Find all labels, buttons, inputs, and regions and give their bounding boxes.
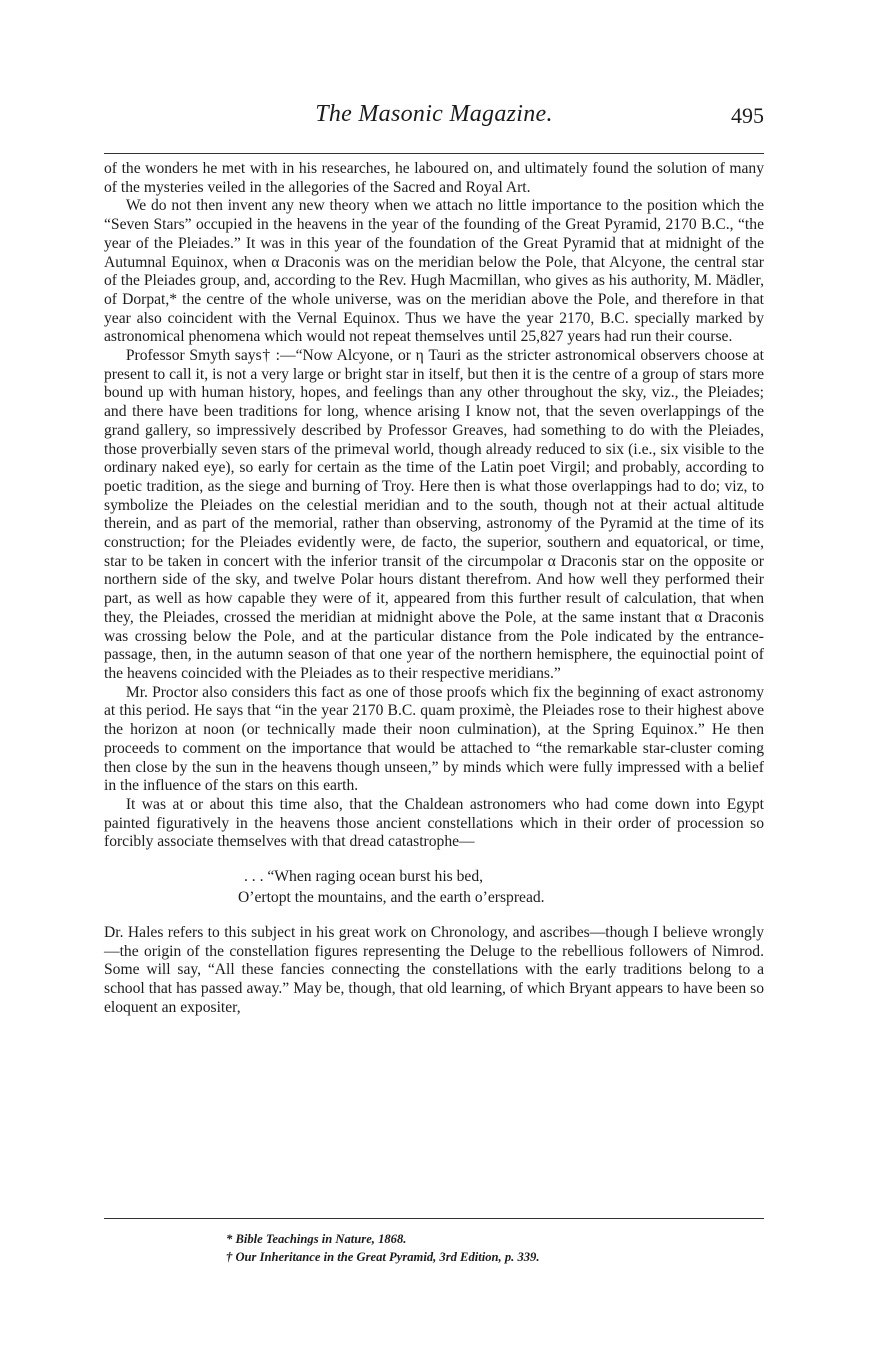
paragraph-6: Dr. Hales refers to this subject in his great work on Chronology, and ascribes—though I believe wrongly—the origin of the constellation figures representing the Deluge to the rebellious followers of Nimrod. Some will say, “All these fancies connecting the constellations with the early traditions belong to a school that has passed away.” May be, though, that old learning, of which Bryant appears to have been so eloquent an expositer, <box>104 924 764 1016</box>
header-rule <box>104 153 764 154</box>
paragraph-2: We do not then invent any new theory when we attach no little importance to the position which the “Seven Stars” occupied in the heavens in the year of the founding of the Great Pyramid, 2170 B.C., “the year of the Pleiades.” It was in this year of the foundation of the Great Pyramid that at midnight of the Autumnal Equinox, when α Draconis was on the meridian below the Pole, that Alcyone, the central star of the Pleiades group, and, according to the Rev. Hugh Macmillan, who gives as his authority, M. Mädler, of Dorpat,* the centre of the whole universe, was on the meridian above the Pole, and therefore in that year also coincident with the Vernal Equinox. Thus we have the year 2170, B.C. specially marked by astronomical phenomena which would not repeat themselves until 25,827 years had run their course. <box>104 197 764 346</box>
paragraph-5: It was at or about this time also, that the Chaldean astronomers who had come down into Egypt painted figuratively in the heavens those ancient constellations which in their order of procession so forcibly associate themselves with that dread catastrophe— <box>104 795 764 851</box>
footnote-1: * Bible Teachings in Nature, 1868. <box>226 1232 407 1246</box>
running-title: The Masonic Magazine. <box>315 101 553 127</box>
page-header <box>104 97 764 137</box>
footnote-rule <box>104 1218 764 1219</box>
footnote-2: † Our Inheritance in the Great Pyramid, 3rd Edition, p. 339. <box>226 1250 540 1264</box>
paragraph-1: of the wonders he met with in his researches, he laboured on, and ultimately found the solution of many of the mysteries veiled in the allegories of the Sacred and Royal Art. <box>104 160 764 196</box>
paragraph-3: Professor Smyth says† :—“Now Alcyone, or η Tauri as the stricter astronomical observers choose at present to call it, is not a very large or bright star in itself, but then it is the centre of a group of stars more bound up with human history, hopes, and feelings than any other throughout the sky, viz., the Pleiades; and there have been traditions for long, whence arising I know not, that the seven overlappings of the grand gallery, so impressively described by Professor Greaves, had something to do with the Pleiades, those proverbially seven stars of the primeval world, though already reduced to six (i.e., six visible to the ordinary naked eye), so early for certain as the time of the Latin poet Virgil; and probably, according to poetic tradition, as the siege and burning of Troy. Here then is what those overlappings had to do; viz, to symbolize the Pleiades on the celestial meridian and to the south, though not at their actual altitude therein, and as part of the memorial, rather than observing, astronomy of the Pyramid at the time of its construction; for the Pleiades evidently were, de facto, the superior, southern and equatorical, or time, star to be taken in concert with the inferior transit of the circumpolar α Draconis star on the opposite or northern side of the sky, and twelve Polar hours distant therefrom. And how well they performed their part, as well as how capable they were of it, appeared from this further result of calculation, that when they, the Pleiades, crossed the meridian at midnight above the Pole, at the same instant that α Draconis was crossing below the Pole, and at the particular distance from the Pole indicated by the entrance-passage, then, in the autumn season of that one year of the northern hemisphere, the equinoctial point of the heavens coincided with the Pleiades as to their respective meridians.” <box>104 347 764 682</box>
verse-line-2: O’ertopt the mountains, and the earth o’erspread. <box>238 889 545 907</box>
footnotes <box>226 1230 746 1266</box>
verse-quote <box>104 866 764 908</box>
article-body <box>104 160 764 1018</box>
paragraph-4: Mr. Proctor also considers this fact as one of those proofs which fix the beginning of exact astronomy at this period. He says that “in the year 2170 B.C. quam proximè, the Pleiades rose to their highest above the horizon at noon (or technically made their noon culmination), at the Spring Equinox.” He then proceeds to comment on the importance that would be attached to “the remarkable star-cluster coming then close by the sun in the heavens though unseen,” by minds which were fully impressed with a belief in the influence of the stars on this earth. <box>104 683 764 795</box>
page-number: 495 <box>731 103 764 128</box>
verse-line-1: . . . “When raging ocean burst his bed, <box>244 868 484 886</box>
